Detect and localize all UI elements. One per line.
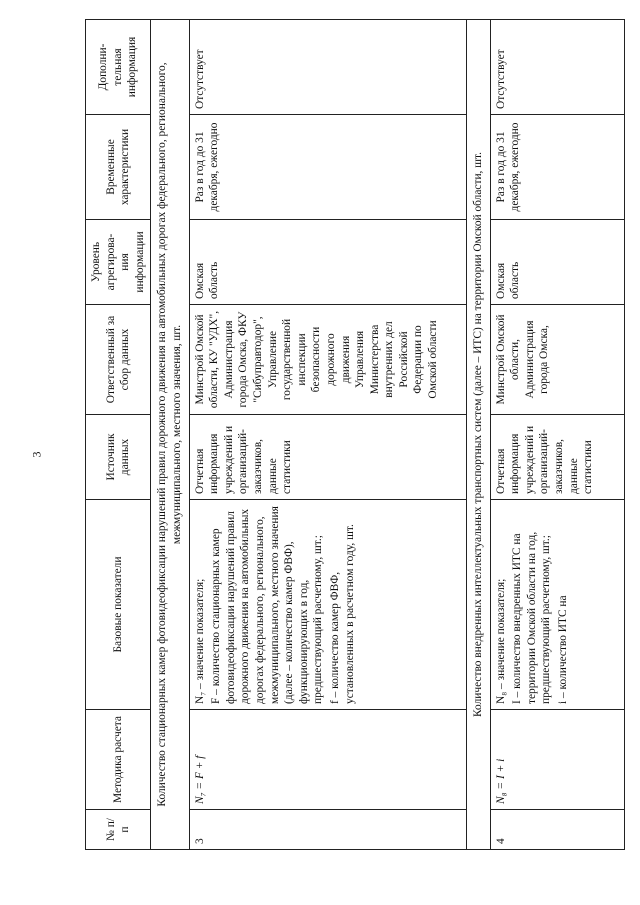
section-title: Количество стационарных камер фотовидеофиксации нарушений правил дорожного движения на автомобильных дорогах федерального, регионального, межмуниципального, местного значения, шт. bbox=[151, 20, 189, 850]
header-responsible: Ответственный за сбор данных bbox=[86, 305, 151, 415]
row-source: Отчетная информация учреждений и организаций-заказчиков, данные статистики bbox=[189, 415, 466, 500]
rotated-table-wrapper bbox=[85, 20, 625, 850]
row-responsible: Минстрой Омской области, КУ "УДХ", Администрация города Омска, ФКУ "Сибуправтодор", Управление государственной инспекции безопасности дорожного движения Управления Министерства внутренних дел Российской Федерации по Омской области bbox=[189, 305, 466, 415]
table-row bbox=[490, 20, 624, 850]
row-base bbox=[490, 500, 624, 710]
row-level: Омская область bbox=[189, 220, 466, 305]
table-row bbox=[189, 20, 466, 850]
indicators-table bbox=[85, 19, 625, 850]
header-num: № п/п bbox=[86, 810, 151, 850]
base-line: I – количество внедренных ИТС на территории Омской области на год, предшествующий расчетному, шт.; bbox=[511, 531, 553, 704]
section-title-row bbox=[151, 20, 189, 850]
header-row bbox=[86, 20, 151, 850]
base-line: N₈ – значение показателя; bbox=[494, 578, 507, 704]
row-method: N₇ = F + f bbox=[189, 710, 466, 810]
row-extra: Отсутствует bbox=[189, 20, 466, 115]
row-responsible: Минстрой Омской области, Администрация города Омска, bbox=[490, 305, 624, 415]
base-line: N₇ – значение показателя; bbox=[193, 578, 206, 704]
row-extra: Отсутствует bbox=[490, 20, 624, 115]
row-level: Омская область bbox=[490, 220, 624, 305]
header-time: Временные характеристики bbox=[86, 115, 151, 220]
section-title: Количество внедренных интеллектуальных транспортных систем (далее – ИТС) на территории Омской области, шт. bbox=[466, 20, 490, 850]
row-method: N₈ = I + i bbox=[490, 710, 624, 810]
row-num: 3 bbox=[189, 810, 466, 850]
page-number: 3 bbox=[29, 451, 44, 458]
row-base bbox=[189, 500, 466, 710]
header-extra: Дополни-тельная информация bbox=[86, 20, 151, 115]
base-line: i – количество ИТС на bbox=[556, 595, 569, 704]
base-line: F – количество стационарных камер фотовидеофиксации нарушений правил дорожного движения на автомобильных дорогах федерального, регионального, межмуниципального, местного значения (далее – количество камер ФВФ), функционирующих в год, предшествующий расчетному, шт.; bbox=[210, 506, 325, 704]
header-base: Базовые показатели bbox=[86, 500, 151, 710]
row-time: Раз в год до 31 декабря, ежегодно bbox=[490, 115, 624, 220]
header-level: Уровень агрегирова-ния информации bbox=[86, 220, 151, 305]
row-num: 4 bbox=[490, 810, 624, 850]
header-method: Методика расчета bbox=[86, 710, 151, 810]
row-source: Отчетная информация учреждений и организаций-заказчиков, данные статистики bbox=[490, 415, 624, 500]
base-line: f – количество камер ФВФ, установленных в расчетном году, шт. bbox=[328, 524, 356, 704]
header-source: Источник данных bbox=[86, 415, 151, 500]
section-title-row bbox=[466, 20, 490, 850]
row-time: Раз в год до 31 декабря, ежегодно bbox=[189, 115, 466, 220]
